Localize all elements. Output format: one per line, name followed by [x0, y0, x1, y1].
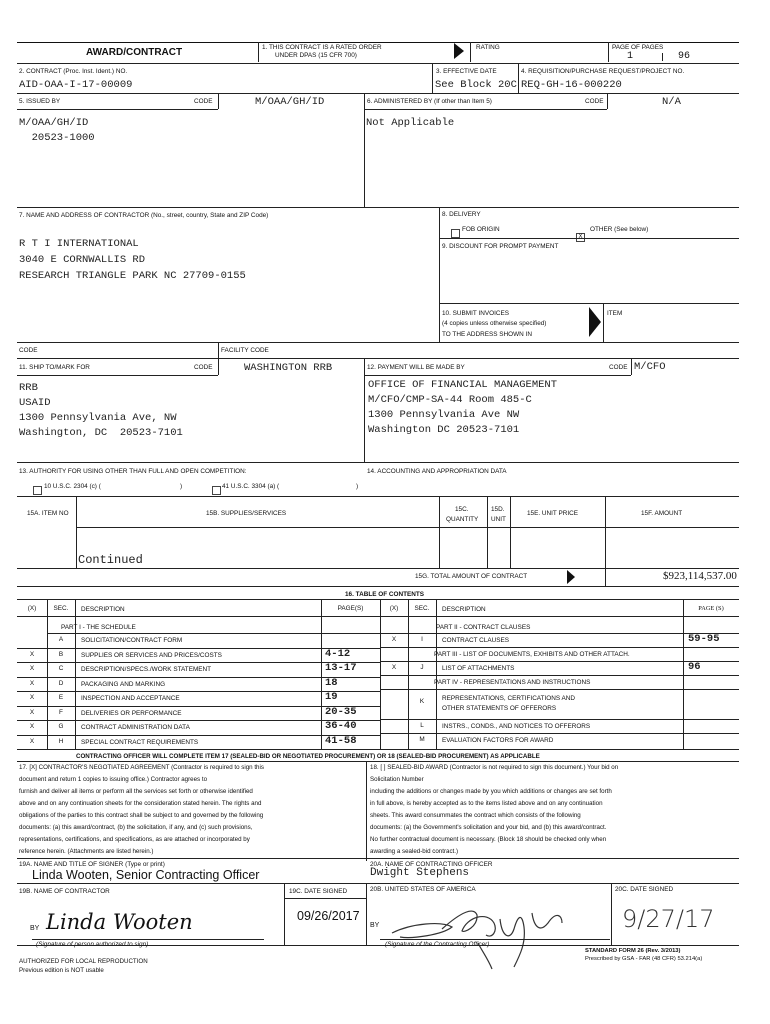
ship-to-code-label: CODE	[194, 364, 213, 371]
authority-10usc-label: 10 U.S.C. 2304 (c) (	[44, 483, 101, 490]
submit-invoices-copies: (4 copies unless otherwise specified)	[442, 320, 547, 327]
payment-by-code-label: CODE	[609, 364, 628, 371]
usa-label: 20B. UNITED STATES OF AMERICA	[370, 886, 476, 893]
discount-label: 9. DISCOUNT FOR PROMPT PAYMENT	[442, 243, 559, 250]
toc-desc-K-2: OTHER STATEMENTS OF OFFERORS	[442, 705, 557, 712]
item-no-header: 15A. ITEM NO	[27, 510, 69, 517]
block18-line-3: including the additions or changes made by you which additions or changes are set forth	[370, 788, 612, 795]
block17-line-8: reference herein. (Attachments are listed herein.)	[19, 848, 154, 855]
toc-sec-I: I	[421, 636, 423, 643]
toc-sec-C: C	[58, 665, 64, 672]
toc-desc-B: SUPPLIES OR SERVICES AND PRICES/COSTS	[81, 651, 222, 659]
co-date-label: 20C. DATE SIGNED	[615, 886, 674, 893]
toc-sec-A: A	[58, 636, 64, 643]
amount-header: 15F. AMOUNT	[641, 510, 683, 517]
quantity-header-1: 15C.	[455, 506, 469, 513]
arrow-marker-icon	[567, 570, 575, 584]
block17-line-5: obligations of the parties to this contract shall be subject to and governed by the following	[19, 812, 264, 819]
authority-41usc-label: 41 U.S.C. 3304 (a) (	[222, 483, 280, 490]
total-amount-value: $923,114,537.00	[663, 570, 737, 582]
page-of-pages-label: PAGE OF PAGES	[612, 44, 664, 51]
toc-sec-B: B	[58, 650, 64, 658]
contract-number-label: 2. CONTRACT (Proc. Inst. Ident.) NO.	[19, 68, 128, 75]
ship-to-line-4: Washington, DC 20523-7101	[19, 427, 183, 439]
toc-x-F: X	[29, 708, 35, 716]
issued-by-address-2: 20523-1000	[19, 132, 95, 144]
contractor-line-1: R T I INTERNATIONAL	[19, 238, 139, 250]
toc-pages-header: PAGE(S)	[337, 605, 364, 612]
requisition-label: 4. REQUISITION/PURCHASE REQUEST/PROJECT NO.	[521, 68, 685, 75]
delivery-label: 8. DELIVERY	[442, 211, 481, 218]
unit-header-2: UNIT	[491, 516, 506, 523]
payment-by-label: 12. PAYMENT WILL BE MADE BY	[367, 364, 465, 371]
unit-price-header: 15E. UNIT PRICE	[527, 510, 579, 517]
completion-banner: CONTRACTING OFFICER WILL COMPLETE ITEM 17 (SEALED-BID OR NEGOTIATED PROCUREMENT) OR 18 (SEALED-BID PROCUREMENT) AS APPLICABLE	[76, 753, 540, 760]
contractor-name-label: 19B. NAME OF CONTRACTOR	[19, 888, 110, 895]
toc-desc-header-2: DESCRIPTION	[442, 606, 486, 613]
ship-to-code: WASHINGTON RRB	[244, 362, 333, 374]
contractor-signature: Linda Wooten	[46, 910, 193, 934]
requisition-number: REQ-GH-16-000220	[521, 79, 622, 91]
signer-name-label: 19A. NAME AND TITLE OF SIGNER (Type or print)	[19, 861, 165, 868]
toc-desc-J: LIST OF ATTACHMENTS	[442, 665, 515, 672]
block18-line-2: Solicitation Number	[370, 776, 424, 783]
submit-invoices-address: TO THE ADDRESS SHOWN IN	[442, 331, 532, 338]
contractor-signature-caption: (Signature of person authorized to sign)	[36, 941, 149, 948]
toc-sec-H: H	[58, 737, 64, 745]
ship-to-label: 11. SHIP TO/MARK FOR	[19, 364, 90, 371]
quantity-header-2: QUANTITY	[446, 516, 479, 523]
toc-pages-header-2: PAGE (S)	[698, 605, 724, 612]
contractor-line-2: 3040 E CORNWALLIS RD	[19, 254, 146, 266]
contract-number: AID-OAA-I-17-00009	[19, 79, 133, 91]
toc-pages-H: 41-58	[325, 734, 357, 747]
block17-line-4: above and on any continuation sheets for the consideration stated herein. The rights and	[19, 800, 262, 807]
administered-by-address: Not Applicable	[366, 117, 455, 129]
toc-sec-M: M	[419, 736, 425, 743]
rating-label: RATING	[476, 44, 500, 51]
payment-line-3: 1300 Pennsylvania Ave NW	[368, 409, 520, 421]
toc-desc-L: INSTRS., CONDS., AND NOTICES TO OFFERORS	[442, 723, 591, 730]
issued-by-address-1: M/OAA/GH/ID	[19, 117, 89, 129]
ship-to-line-2: USAID	[19, 397, 51, 409]
toc-pages-F: 20-35	[325, 705, 357, 718]
block18-line-5: sheets. This award consummates the contract which consists of the following	[370, 812, 581, 819]
rated-order-label: 1. THIS CONTRACT IS A RATED ORDER	[262, 44, 382, 51]
by-label: BY	[30, 925, 40, 932]
toc-title: 16. TABLE OF CONTENTS	[345, 591, 425, 598]
block18-line-7: No further contractual document is necessary. (Block 18 should be checked only when	[370, 836, 607, 843]
toc-sec-J: J	[420, 664, 424, 671]
toc-sec-K: K	[419, 698, 425, 705]
payment-line-4: Washington DC 20523-7101	[368, 424, 520, 436]
contracting-officer-name: Dwight Stephens	[370, 867, 470, 879]
payment-by-code: M/CFO	[634, 361, 666, 373]
block17-line-1: 17. [X] CONTRACTOR'S NEGOTIATED AGREEMENT (Contractor is required to sign this	[19, 764, 264, 771]
block18-line-6: documents: (a) the Government's solicitation and your bid, and (b) this award/contract.	[370, 824, 607, 831]
block17-line-2: document and return 1 copies to issuing office.) Contractor agrees to	[19, 776, 208, 783]
toc-x-J: X	[391, 664, 397, 671]
continued-text: Continued	[78, 553, 143, 567]
toc-pages-C: 13-17	[325, 662, 357, 674]
submit-invoices-label: 10. SUBMIT INVOICES	[442, 310, 510, 317]
signer-name: Linda Wooten, Senior Contracting Officer	[32, 868, 260, 882]
toc-desc-C: DESCRIPTION/SPECS./WORK STATEMENT	[81, 666, 212, 673]
footer-standard-form: STANDARD FORM 26 (Rev. 3/2013)	[585, 948, 681, 954]
toc-sec-L: L	[420, 722, 424, 729]
contractor-code-label: CODE	[19, 347, 38, 354]
ship-to-line-3: 1300 Pennsylvania Ave, NW	[19, 412, 177, 424]
block18-line-1: 18. [ ] SEALED-BID AWARD (Contractor is not required to sign this document.) Your bid on	[370, 764, 619, 771]
administered-by-code-label: CODE	[585, 98, 604, 105]
footer-edition: Previous edition is NOT usable	[19, 967, 104, 974]
toc-sec-header-2: SEC.	[414, 605, 430, 612]
toc-part3: PART III - LIST OF DOCUMENTS, EXHIBITS AND OTHER ATTACH.	[434, 651, 630, 658]
toc-pages-D: 18	[325, 676, 338, 689]
arrow-marker-icon	[454, 43, 464, 59]
toc-pages-E: 19	[325, 691, 338, 703]
toc-x-header-2: (X)	[389, 605, 399, 612]
toc-sec-D: D	[58, 679, 64, 687]
toc-pages-J: 96	[688, 661, 701, 673]
toc-x-B: X	[29, 650, 35, 658]
toc-desc-A: SOLICITATION/CONTRACT FORM	[81, 637, 183, 644]
block18-line-8: awarding a sealed-bid contract.)	[370, 848, 459, 855]
total-pages: 96	[678, 51, 691, 62]
toc-desc-H: SPECIAL CONTRACT REQUIREMENTS	[81, 738, 199, 746]
contractor-date: 09/26/2017	[297, 909, 360, 923]
toc-desc-header: DESCRIPTION	[81, 606, 125, 613]
toc-x-C: X	[29, 665, 35, 672]
payment-line-2: M/CFO/CMP-SA-44 Room 485-C	[368, 394, 532, 406]
toc-x-E: X	[29, 694, 35, 701]
total-amount-label: 15G. TOTAL AMOUNT OF CONTRACT	[415, 573, 528, 580]
toc-x-D: X	[29, 679, 35, 687]
issued-by-code-label: CODE	[194, 98, 213, 105]
contractor-label: 7. NAME AND ADDRESS OF CONTRACTOR (No., street, country, State and ZIP Code)	[19, 212, 269, 219]
issued-by-label: 5. ISSUED BY	[19, 98, 61, 105]
ship-to-line-1: RRB	[19, 382, 38, 394]
block17-line-3: furnish and deliver all items or perform all the services set forth or otherwise identified	[19, 788, 253, 795]
authority-label: 13. AUTHORITY FOR USING OTHER THAN FULL AND OPEN COMPETITION:	[19, 468, 247, 475]
toc-sec-F: F	[59, 708, 63, 716]
toc-x-G: X	[29, 723, 35, 730]
toc-desc-M: EVALUATION FACTORS FOR AWARD	[442, 737, 554, 744]
footer-reproduction: AUTHORIZED FOR LOCAL REPRODUCTION	[19, 958, 148, 965]
authority-41usc-close: )	[356, 483, 359, 490]
co-signature-caption: (Signature of the Contracting Officer)	[385, 941, 490, 948]
toc-part4: PART IV - REPRESENTATIONS AND INSTRUCTIONS	[434, 679, 591, 686]
toc-x-H: X	[29, 737, 35, 745]
toc-pages-B: 4-12	[325, 647, 351, 660]
contracting-officer-signature	[382, 893, 612, 971]
toc-part1: PART I - THE SCHEDULE	[61, 624, 136, 631]
toc-pages-I: 59-95	[688, 633, 720, 645]
toc-desc-E: INSPECTION AND ACCEPTANCE	[81, 695, 180, 702]
payment-line-1: OFFICE OF FINANCIAL MANAGEMENT	[368, 379, 558, 391]
administered-by-label: 6. ADMINISTERED BY (If other than Item 5)	[367, 98, 492, 105]
authority-10usc-close: )	[180, 483, 183, 490]
co-date-handwritten: 9/27/17	[622, 905, 715, 933]
effective-date: See Block 20C	[435, 79, 517, 91]
toc-sec-header: SEC.	[53, 605, 69, 612]
footer-prescribed: Prescribed by GSA - FAR (48 CFR) 53.214(a)	[585, 956, 703, 962]
toc-x-I: X	[391, 636, 397, 643]
toc-desc-D: PACKAGING AND MARKING	[81, 680, 166, 688]
fob-origin-checkbox[interactable]	[451, 224, 462, 242]
rated-order-sub: UNDER DPAS (15 CFR 700)	[275, 52, 357, 59]
supplies-header: 15B. SUPPLIES/SERVICES	[206, 510, 287, 517]
toc-pages-G: 36-40	[325, 720, 357, 732]
other-delivery-checkbox[interactable]: X	[576, 224, 587, 242]
facility-code-label: FACILITY CODE	[221, 347, 269, 354]
contractor-line-3: RESEARCH TRIANGLE PARK NC 27709-0155	[19, 270, 246, 282]
by-label-2: BY	[370, 922, 380, 929]
toc-desc-G: CONTRACT ADMINISTRATION DATA	[81, 724, 190, 731]
block17-line-7: representations, certifications, and specifications, as are attached or incorporated by	[19, 836, 250, 843]
toc-x-header: (X)	[27, 605, 37, 612]
block18-line-4: in full above, is hereby accepted as to the items listed above and on any continuation	[370, 800, 603, 807]
form-title: AWARD/CONTRACT	[86, 47, 183, 58]
toc-sec-G: G	[58, 723, 64, 730]
fob-origin-label: FOB ORIGIN	[462, 226, 500, 233]
toc-part2: PART II - CONTRACT CLAUSES	[436, 624, 531, 631]
toc-desc-K-1: REPRESENTATIONS, CERTIFICATIONS AND	[442, 695, 576, 702]
toc-desc-F: DELIVERIES OR PERFORMANCE	[81, 709, 182, 717]
contractor-date-label: 19C. DATE SIGNED	[289, 888, 348, 895]
toc-desc-I: CONTRACT CLAUSES	[442, 637, 509, 644]
issued-by-code: M/OAA/GH/ID	[255, 96, 325, 108]
invoice-item-label: ITEM	[607, 310, 623, 317]
other-delivery-label: OTHER (See below)	[590, 226, 649, 233]
administered-by-code: N/A	[662, 96, 681, 108]
unit-header-1: 15D.	[491, 506, 505, 513]
contracting-officer-label: 20A. NAME OF CONTRACTING OFFICER	[370, 861, 493, 868]
toc-sec-E: E	[58, 694, 64, 701]
effective-date-label: 3. EFFECTIVE DATE	[436, 68, 497, 75]
accounting-label: 14. ACCOUNTING AND APPROPRIATION DATA	[367, 468, 507, 475]
page-number: 1	[627, 51, 634, 62]
block17-line-6: documents: (a) this award/contract, (b) the solicitation, if any, and (c) such provisions,	[19, 824, 253, 831]
arrow-marker-icon	[589, 307, 601, 337]
